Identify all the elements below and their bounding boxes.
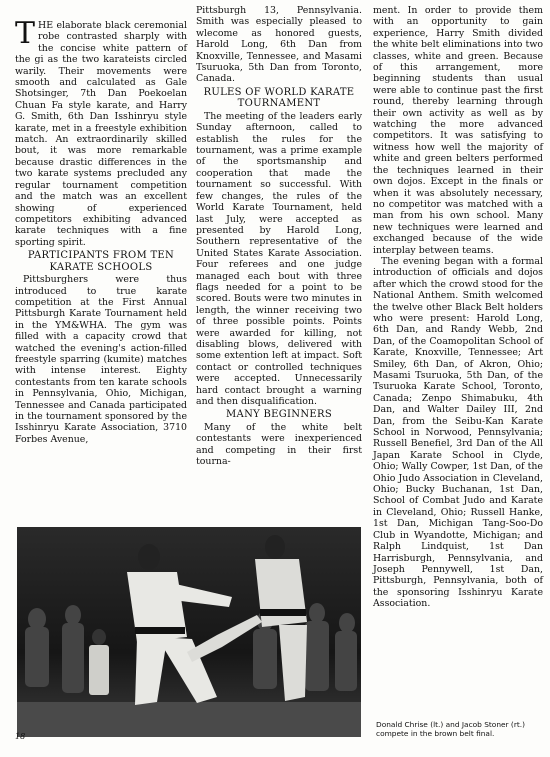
section-heading-rules: RULES OF WORLD KARATE TOURNAMENT [203,86,355,110]
photo-caption: Donald Chrise (lt.) and Jacob Stoner (rt.) compete in the brown belt final. [376,720,525,738]
section-heading-beginners: MANY BEGINNERS [226,409,332,421]
column-3 [373,5,543,610]
section-heading-participants: PARTICIPANTS FROM TEN KARATE SCHOOLS [27,250,175,273]
paragraph: The evening began with a formal introduction of officials and dojos after which the crowd stood for the National Anthem. Smith welcomed the twelve other Black Belt holders who were present: Harold Long, 6th Dan, and Randy Webb, 2nd Dan, of the Coamopolitan School of Karate, Knoxville, Tennessee; Art Smiley, 6th Dan, of Akron, Ohio; Masami Tsuruoka, 5th Dan, of the Tsuruoka Karate School, Toronto, Canada; Zenpo Shimabuku, 4th Dan, and Walter Dailey III, 2nd Dan, from the Seibu-Kan Karate School in Norwood, Pennsylvania; Russell Benefiel, 3rd Dan of the All Japan Karate School in Clyde, Ohio; Wally Cowper, 1st Dan, of the Ohio Judo Association in Cleveland, Ohio; Bucky Buchanan, 1st Dan, School of Combat Judo and Karate in Cleveland, Ohio; Russell Hanke, 1st Dan, Michigan Tang-Soo-Do Club in Wyandotte, Michigan; and Ralph Lindquist, 1st Dan Harrisburgh, Pennsylvania, and Joseph Pennywell, 1st Dan, Pittsburgh, Pennsylvania, both of the sponsoring Isshinryu Karate Association. [373,255,543,610]
column-2 [196,5,362,468]
intro-paragraph [15,16,187,248]
paragraph: ment. In order to provide them with an opportunity to gain experience, Harry Smith divided the white belt eliminations into two classes, white and green. Because of this arrangement, more beginning students than usual were able to continue past the first round, thereby learning through their own activity as well as by watching the more advanced competitors. It was satisfying to witness how well the majority of white and green belters performed the techniques learned in their own dojos. Except in the finals or when it was absolutely necessary, no competitor was matched with a man from his own school. Many new techniques were learned and exchanged because of the wide interplay between teams. [373,5,543,256]
karate-match-photo [17,527,361,737]
drop-cap: T [15,16,36,51]
column-1 [15,16,187,445]
intro-text: HE elaborate black ceremonial robe contrasted sharply with the concise white pattern of the gi as the two karateists circled warily. Their movements were smooth and calculated as Gale Shotsinger, 7th Dan Poekoelan Chuan Fa style karate, and Harry G. Smith, 6th Dan Isshinryu style karate, met in a freestyle exhibition match. An extraordinarily skilled bout, it was more remarkable because drastic differences in the two karate systems precluded any regular tournament competition and the match was an excellent showing of experienced competitors exhibiting advanced karate techniques with a fine sporting spirit. [15,20,187,248]
paragraph: Pittsburghers were thus introduced to true karate competition at the First Annual Pittsburgh Karate Tournament held in the YM&WHA. The gym was filled with a capacity crowd that watched the evening's action-filled freestyle sparring (kumite) matches with intense interest. Eighty contestants from ten karate schools in Pennsylvania, Ohio, Michigan, Tennessee and Canada participated in the tournament sponsored by the Isshinryu Karate Association, 3710 Forbes Avenue, [15,274,187,445]
photo-illustration [17,527,361,737]
paragraph: Many of the white belt contestants were inexperienced and competing in their first tourna- [196,421,362,468]
page-number: 18 [15,732,26,741]
paragraph: Pittsburgh 13, Pennsylvania. Smith was especially pleased to wlecome as honored guests, Harold Long, 6th Dan from Knoxville, Tennessee, and Masami Tsuruoka, 5th Dan from Toronto, Canada. [196,5,362,85]
paragraph: The meeting of the leaders early Sunday afternoon, called to establish the rules for the tournament, was a prime example of the sportsmanship and cooperation that made the tournament so successful. With few changes, the rules of the World Karate Tournament, held last July, were accepted as presented by Harold Long, Southern representative of the United States Karate Association. Four referees and one judge managed each bout with three flags needed for a point to be scored. Bouts were two minutes in length, the winner receiving two of three possible points. Points were awarded for killing, not disabling blows, delivered with some extention left at impact. Soft contact or controlled techniques were accepted. Unnecessarily hard contact brought a warning and then disqualification. [196,110,362,407]
